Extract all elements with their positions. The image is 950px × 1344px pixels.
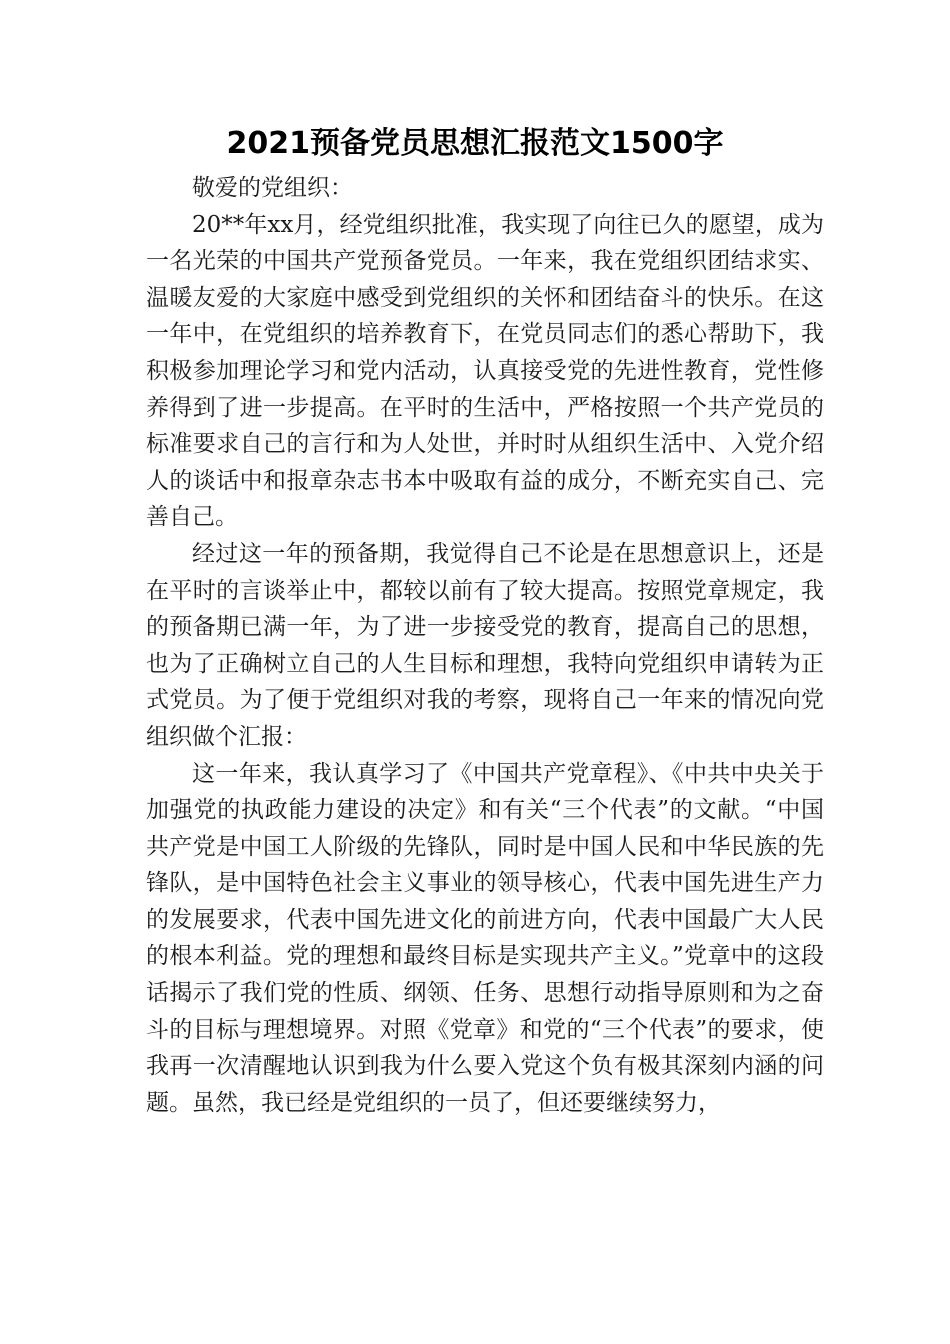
- document-title: 2021预备党员思想汇报范文1500字: [226, 126, 724, 161]
- paragraph-1: 20**年xx月，经党组织批准，我实现了向往已久的愿望，成为一名光荣的中国共产党预备党员。一年来，我在党组织团结求实、温暖友爱的大家庭中感受到党组织的关怀和团结奋斗的快乐。在这一年中，在党组织的培养教育下，在党员同志们的悉心帮助下，我积极参加理论学习和党内活动，认真接受党的先进性教育，党性修养得到了进一步提高。在平时的生活中，严格按照一个共产党员的标准要求自己的言行和为人处世，并时时从组织生活中、入党介绍人的谈话中和报章杂志书本中吸取有益的成分，不断充实自己、完善自己。: [146, 211, 824, 531]
- paragraph-2: 经过这一年的预备期，我觉得自己不论是在思想意识上，还是在平时的言谈举止中，都较以前有了较大提高。按照党章规定，我的预备期已满一年，为了进一步接受党的教育，提高自己的思想，也为了正确树立自己的人生目标和理想，我特向党组织申请转为正式党员。为了便于党组织对我的考察，现将自己一年来的情况向党组织做个汇报：: [146, 540, 824, 750]
- salutation: 敬爱的党组织：: [192, 175, 353, 201]
- paragraph-3: 这一年来，我认真学习了《中国共产党章程》、《中共中央关于加强党的执政能力建设的决定》和有关“三个代表”的文献。“中国共产党是中国工人阶级的先锋队，同时是中国人民和中华民族的先锋队，是中国特色社会主义事业的领导核心，代表中国先进生产力的发展要求，代表中国先进文化的前进方向，代表中国最广大人民的根本利益。党的理想和最终目标是实现共产主义。”党章中的这段话揭示了我们党的性质、纲领、任务、思想行动指导原则和为之奋斗的目标与理想境界。对照《党章》和党的“三个代表”的要求，使我再一次清醒地认识到我为什么要入党这个负有极其深刻内涵的问题。虽然，我已经是党组织的一员了，但还要继续努力，: [146, 760, 824, 1116]
- document-body: [146, 170, 824, 1121]
